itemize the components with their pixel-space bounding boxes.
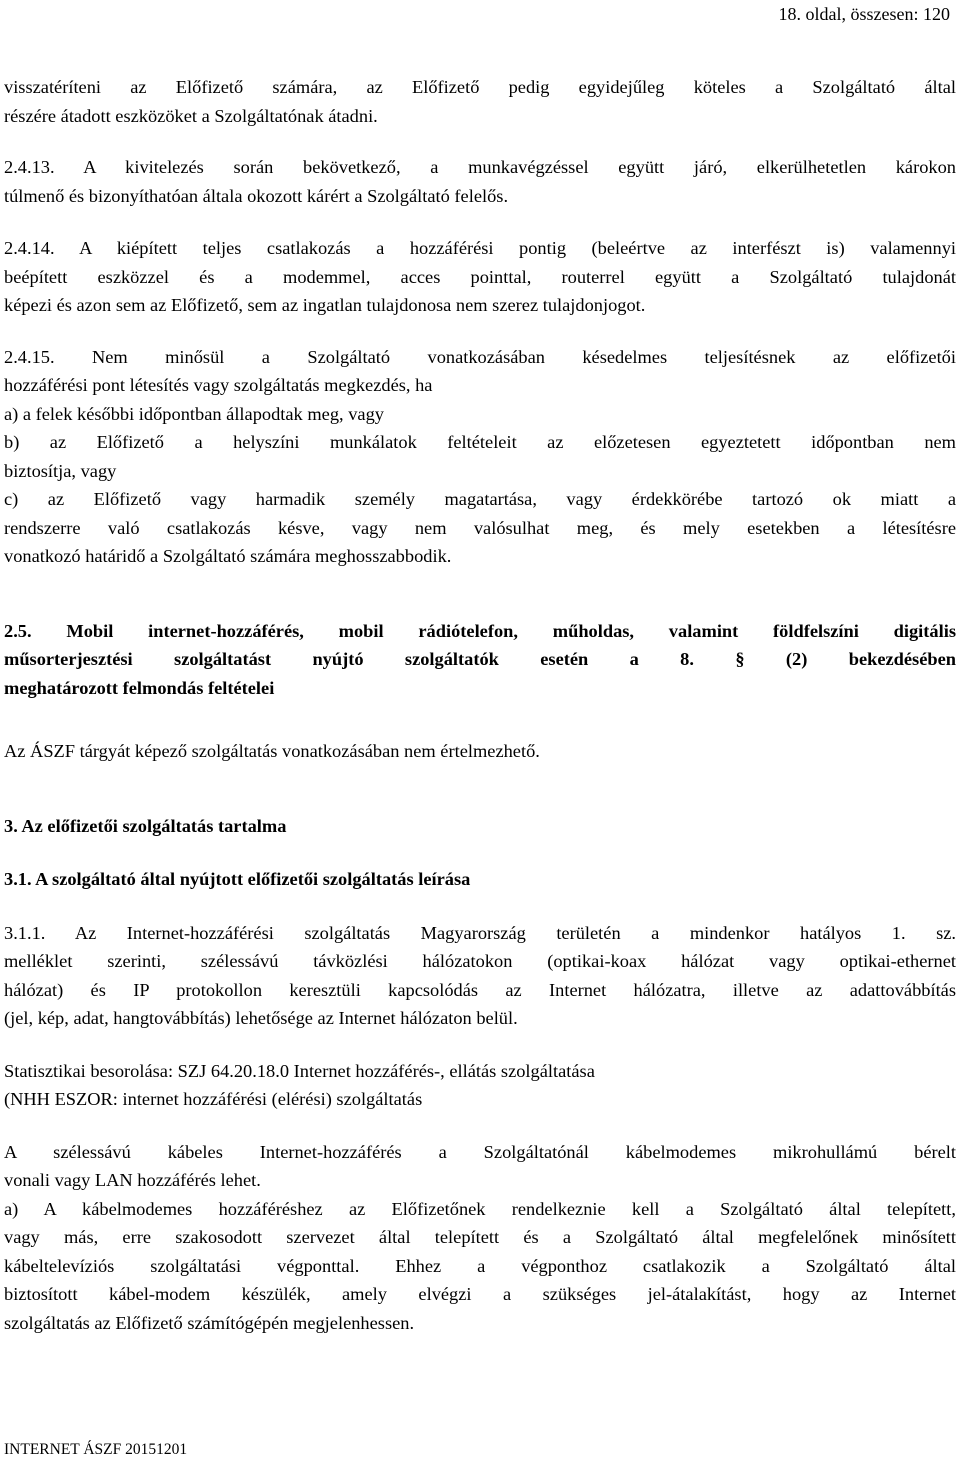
text-line: rendszerre való csatlakozás késve, vagy nem valósulhat meg, és mely esetekben a létesítésre — [4, 517, 956, 538]
document-body — [4, 73, 956, 1337]
paragraph-aszf: Az ÁSZF tárgyát képező szolgáltatás vonatkozásában nem értelmezhető. — [4, 741, 540, 761]
section-heading-3: 3. Az előfizetői szolgáltatás tartalma — [4, 815, 287, 836]
paragraph-2-4-14 — [4, 234, 956, 320]
section-heading-3-1: 3.1. A szolgáltató által nyújtott előfizetői szolgáltatás leírása — [4, 869, 471, 889]
list-item-a: a) a felek későbbi időpontban állapodtak meg, vagy — [4, 403, 384, 424]
text-line: túlmenő és bizonyíthatóan általa okozott kárért a Szolgáltató felelős. — [4, 185, 509, 206]
text-line: 2.4.13. A kivitelezés során bekövetkező, a munkavégzéssel együtt járó, elkerülhetetlen károkon — [4, 157, 956, 177]
text-line: hálózat) és IP protokollon keresztüli kapcsolódás az Internet hálózatra, illetve az adattovábbítás — [4, 979, 956, 1000]
text-line: biztosítja, vagy — [4, 460, 117, 481]
text-line: biztosított kábel-modem készülék, amely elvégzi a szükséges jel-átalakítást, hogy az Internet — [4, 1284, 956, 1304]
text-line: 3.1.1. Az Internet-hozzáférési szolgáltatás Magyarország területén a mindenkor hatályos 1. sz. — [4, 922, 956, 943]
text-line: a) A kábelmodemes hozzáféréshez az Előfizetőnek rendelkeznie kell a Szolgáltató által telepített, — [4, 1198, 956, 1219]
text-line: képezi és azon sem az Előfizető, sem az ingatlan tulajdonosa nem szerez tulajdonjogot. — [4, 295, 646, 315]
text-line: 2.4.14. A kiépített teljes csatlakozás a hozzáférési pontig (beleértve az interfészt is) valamennyi — [4, 238, 956, 258]
paragraph-continuation — [4, 73, 956, 130]
text-line: melléklet szerinti, szélessávú távközlési hálózatokon (optikai-koax hálózat vagy optikai-ethernet — [4, 951, 956, 971]
paragraph-cable — [4, 1138, 956, 1338]
heading-line: meghatározott felmondás feltételei — [4, 677, 275, 698]
paragraph-2-4-13 — [4, 153, 956, 210]
text-line: Statisztikai besorolása: SZJ 64.20.18.0 Internet hozzáférés-, ellátás szolgáltatása — [4, 1060, 595, 1081]
text-line: vagy más, erre szakosodott szervezet által telepített és a Szolgáltató által megfelelőnek minősített — [4, 1227, 956, 1247]
heading-line: 2.5. Mobil internet-hozzáférés, mobil rádiótelefon, műholdas, valamint földfelszíni digitális — [4, 620, 956, 641]
page-number: 18. oldal, összesen: 120 — [778, 4, 950, 24]
text-line: részére átadott eszközöket a Szolgáltatónak átadni. — [4, 105, 378, 126]
paragraph-3-1-1 — [4, 919, 956, 1033]
text-line: hozzáférési pont létesítés vagy szolgáltatás megkezdés, ha — [4, 375, 433, 395]
text-line: visszatéríteni az Előfizető számára, az Előfizető pedig egyidejűleg köteles a Szolgáltató által — [4, 77, 956, 97]
text-line: (NHH ESZOR: internet hozzáférési (elérési) szolgáltatás — [4, 1089, 423, 1109]
paragraph-2-4-15 — [4, 343, 956, 571]
text-line: vonali vagy LAN hozzáférés lehet. — [4, 1170, 261, 1190]
text-line: szolgáltatás az Előfizető számítógépén megjelenhessen. — [4, 1312, 415, 1333]
text-line: vonatkozó határidő a Szolgáltató számára meghosszabbodik. — [4, 546, 452, 566]
heading-line: műsorterjesztési szolgáltatást nyújtó szolgáltatók esetén a 8. § (2) bekezdésében — [4, 649, 956, 669]
list-item-c: c) az Előfizető vagy harmadik személy magatartása, vagy érdekkörébe tartozó ok miatt a — [4, 489, 956, 509]
list-item-b: b) az Előfizető a helyszíni munkálatok feltételeit az előzetesen egyeztetett időpontban nem — [4, 432, 956, 452]
paragraph-statistics — [4, 1057, 956, 1114]
text-line: kábeltelevíziós szolgáltatási végponttal. Ehhez a végponthoz csatlakozik a Szolgáltató által — [4, 1255, 956, 1276]
text-line: A szélessávú kábeles Internet-hozzáférés a Szolgáltatónál kábelmodemes mikrohullámú bérelt — [4, 1141, 956, 1162]
page-footer: INTERNET ÁSZF 20151201 — [4, 1441, 188, 1458]
text-line: beépített eszközzel és a modemmel, acces pointtal, routerrel együtt a Szolgáltató tulajdonát — [4, 266, 956, 287]
text-line: (jel, kép, adat, hangtovábbítás) lehetősége az Internet hálózaton belül. — [4, 1008, 518, 1028]
text-line: 2.4.15. Nem minősül a Szolgáltató vonatkozásában késedelmes teljesítésnek az előfizetői — [4, 346, 956, 367]
section-heading-2-5 — [4, 617, 956, 703]
